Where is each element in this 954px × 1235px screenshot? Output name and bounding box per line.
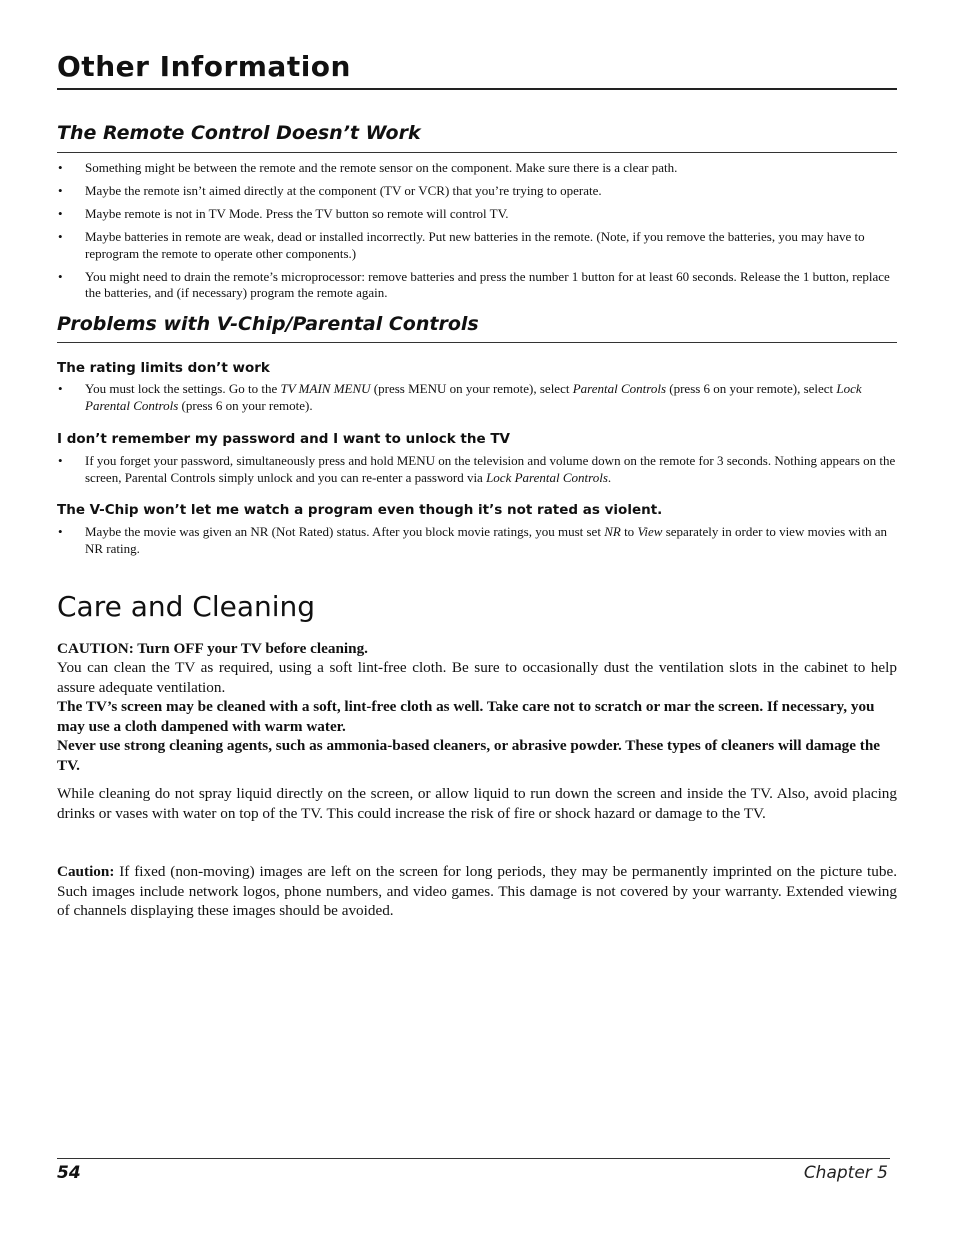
- title-divider: [57, 88, 897, 90]
- bullet-icon: •: [58, 268, 63, 284]
- list-item: [57, 229, 897, 262]
- rating-bullet-list: [57, 381, 897, 414]
- violent-text-2: to: [620, 524, 638, 539]
- list-item: [57, 160, 897, 177]
- menu-name-lock-parental-controls: Lock Parental Controls: [85, 381, 862, 413]
- password-text-1: If you forget your password, simultaneously press and hold MENU on the television and volume down on the remote for 3 seconds. Nothing appears on the screen, Parental Controls simply unlock and you can re-enter a password via: [85, 453, 896, 485]
- chapter-label: Chapter 5: [803, 1163, 888, 1183]
- care-bold-paragraph-1: The TV’s screen may be cleaned with a soft, lint-free cloth as well. Take care not to scratch or mar the screen. If necessary, you may use a cloth dampened with warm water.: [57, 698, 875, 735]
- bullet-icon: •: [58, 206, 63, 221]
- remote-bullet-list: [57, 160, 897, 308]
- remote-bullet-text: Maybe batteries in remote are weak, dead or installed incorrectly. Put new batteries in the remote. (Note, if you remove the batteries, you may have to reprogram the remote to operate other components.): [85, 229, 865, 261]
- list-item: [57, 183, 897, 200]
- setting-name-nr: NR: [604, 524, 621, 539]
- care-paragraph-2: While cleaning do not spray liquid directly on the screen, or allow liquid to run down the screen and inside the TV. Also, avoid placing drinks or vases with water on top of the TV. This could increase the risk of fire or shock hazard or damage to the TV.: [57, 785, 897, 822]
- rating-subheading: The rating limits don’t work: [57, 360, 270, 376]
- list-item: [57, 453, 897, 486]
- care-caution-paragraph: [57, 862, 897, 921]
- bullet-icon: •: [58, 160, 63, 175]
- care-title: Care and Cleaning: [57, 590, 316, 623]
- bullet-icon: •: [58, 524, 63, 539]
- password-subheading: I don’t remember my password and I want to unlock the TV: [57, 431, 510, 447]
- remote-bullet-text: Maybe the remote isn’t aimed directly at the component (TV or VCR) that you’re trying to operate.: [85, 183, 602, 198]
- menu-name-tv-main-menu: TV MAIN MENU: [280, 381, 371, 396]
- violent-bullet-list: [57, 524, 897, 557]
- footer-divider: [57, 1158, 890, 1159]
- list-item: [57, 381, 897, 414]
- rating-text-3: (press 6 on your remote), select: [666, 381, 837, 396]
- list-item: [57, 524, 897, 557]
- violent-subheading: The V-Chip won’t let me watch a program even though it’s not rated as violent.: [57, 502, 663, 518]
- remote-heading-divider: [57, 152, 897, 153]
- violent-text-3: separately in order to view movies with an NR rating.: [85, 524, 888, 556]
- caution-text: If fixed (non-moving) images are left on the screen for long periods, they may be permanently imprinted on the picture tube. Such images include network logos, phone numbers, and video games. This damage is not covered by your warranty. Extended viewing of channels displaying these images should be avoided.: [57, 863, 897, 919]
- rating-text-2: (press MENU on your remote), select: [370, 381, 573, 396]
- vchip-heading-divider: [57, 342, 897, 343]
- password-text-2: .: [607, 469, 612, 485]
- page-title: Other Information: [57, 50, 351, 83]
- list-item: [57, 269, 897, 302]
- care-paragraph-1: You can clean the TV as required, using a soft lint-free cloth. Be sure to occasionally dust the ventilation slots in the cabinet to help assure adequate ventilation.: [57, 659, 897, 696]
- bullet-icon: •: [58, 381, 63, 396]
- care-bold-paragraph-2: Never use strong cleaning agents, such as ammonia-based cleaners, or abrasive powder. These types of cleaners will damage the TV.: [57, 737, 881, 774]
- caution-label: Caution:: [57, 863, 115, 880]
- bullet-icon: •: [58, 183, 63, 198]
- violent-text-1: Maybe the movie was given an NR (Not Rated) status. After you block movie ratings, you must set: [85, 524, 605, 539]
- bullet-icon: •: [58, 453, 63, 468]
- remote-bullet-text: You might need to drain the remote’s microprocessor: remove batteries and press the number 1 button for at least 60 seconds. Release the 1 button, replace the batteries, and (if necessary) program the remote again.: [85, 268, 890, 300]
- setting-name-view: View: [637, 524, 663, 539]
- menu-name-lock-parental-controls: Lock Parental Controls: [486, 469, 608, 485]
- care-caution-line: CAUTION: Turn OFF your TV before cleaning.: [57, 640, 368, 657]
- remote-bullet-text: Something might be between the remote and the remote sensor on the component. Make sure there is a clear path.: [85, 160, 678, 175]
- rating-text-4: (press 6 on your remote).: [178, 397, 313, 413]
- page-number: 54: [57, 1163, 81, 1183]
- password-bullet-list: [57, 453, 897, 486]
- list-item: [57, 206, 897, 223]
- remote-bullet-text: Maybe remote is not in TV Mode. Press the TV button so remote will control TV.: [85, 206, 509, 221]
- vchip-heading: Problems with V-Chip/Parental Controls: [57, 313, 479, 335]
- bullet-icon: •: [58, 229, 63, 244]
- menu-name-parental-controls: Parental Controls: [572, 381, 667, 396]
- remote-heading: The Remote Control Doesn’t Work: [57, 122, 421, 144]
- rating-text-1: You must lock the settings. Go to the: [85, 381, 281, 396]
